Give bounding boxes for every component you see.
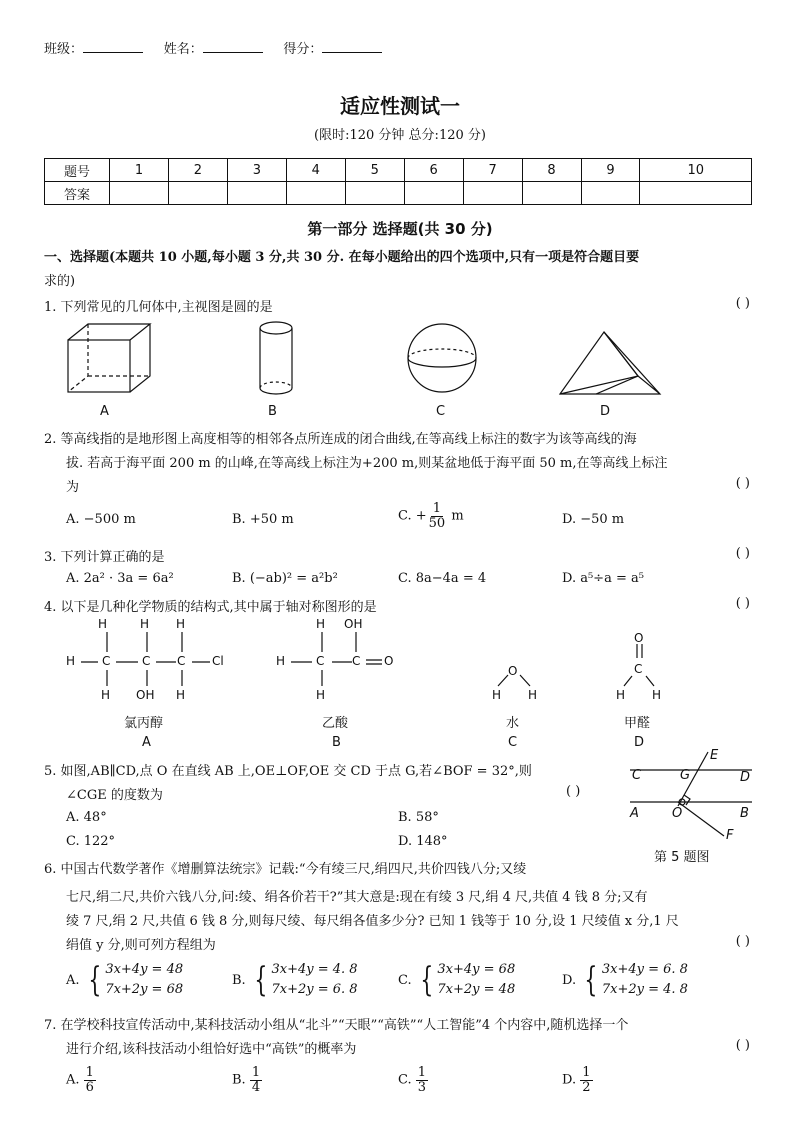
option-fraction xyxy=(416,1066,428,1094)
option-fraction xyxy=(580,1066,592,1094)
point-f-label: F xyxy=(726,828,734,843)
q4-answer-paren[interactable]: ( ) xyxy=(735,596,750,611)
answer-table-number: 9 xyxy=(581,159,640,182)
q4-name-a: 氯丙醇 xyxy=(124,716,164,731)
equation-system xyxy=(562,960,688,1000)
brace-icon: { xyxy=(420,960,434,1001)
equation-system xyxy=(398,960,515,1000)
equation-1: 3x+4y = 4. 8 xyxy=(271,962,358,977)
name-field[interactable] xyxy=(203,40,263,53)
q5-stem-line2: ∠CGE 的度数为 xyxy=(66,788,163,803)
q7-text-1: 在学校科技宣传活动中,某科技活动小组从“北斗”“天眼”“高铁”“人工智能”4 个内容中,随机选择一个 xyxy=(60,1018,629,1033)
atom-cl: Cl xyxy=(212,654,224,668)
atom-h: H xyxy=(176,617,186,631)
q5-number: 5. xyxy=(44,764,57,779)
q3-stem xyxy=(44,546,165,565)
q2-option-c-fraction xyxy=(427,502,448,530)
q4-number: 4. xyxy=(44,600,57,615)
cylinder-shape xyxy=(260,322,292,394)
answer-table-row-label: 答案 xyxy=(45,182,110,205)
fraction-denominator: 6 xyxy=(85,1079,94,1095)
q1-answer-paren[interactable]: ( ) xyxy=(735,296,750,311)
q3-text: 下列计算正确的是 xyxy=(60,550,165,565)
option-label: D. xyxy=(562,972,577,988)
q6-stem-line3: 绫 7 尺,绢 2 尺,共值 6 钱 8 分,则每尺绫、每尺绢各值多少分? 已知 1 钱等于 10 分,设 1 尺绫值 x 分,1 尺 xyxy=(66,914,679,929)
q4-label-d: D xyxy=(634,735,645,750)
q5-option-c[interactable]: C. 122° xyxy=(66,834,116,849)
atom-h: H xyxy=(616,688,626,702)
atom-h: H xyxy=(316,617,326,631)
answer-cell[interactable] xyxy=(168,182,227,205)
q6-text-1: 中国古代数学著作《增删算法统宗》记载:“今有绫三尺,绢四尺,共价四钱八分;又绫 xyxy=(60,862,527,877)
equation-1: 3x+4y = 48 xyxy=(105,962,184,977)
q2-number: 2. xyxy=(44,432,57,447)
q7-number: 7. xyxy=(44,1018,57,1033)
answer-cell[interactable] xyxy=(522,182,581,205)
answer-table-number: 2 xyxy=(168,159,227,182)
atom-h: H xyxy=(101,688,111,702)
q4-label-a: A xyxy=(142,735,151,750)
atom-c: C xyxy=(634,662,643,676)
q4-label-c: C xyxy=(508,735,518,750)
q6-stem-line2: 七尺,绢二尺,共价六钱八分,问:绫、绢各价若干?”其大意是:现在有绫 3 尺,绢 4 尺,共值 4 钱 8 分;又有 xyxy=(66,890,648,905)
q1-label-d: D xyxy=(600,404,611,419)
answer-table-header-row xyxy=(45,159,752,182)
q3-option-b[interactable]: B. (−ab)² = a²b² xyxy=(232,571,338,586)
q6-option-c[interactable] xyxy=(398,960,515,1000)
q6-number: 6. xyxy=(44,862,57,877)
q3-option-a[interactable]: A. 2a² · 3a = 6a² xyxy=(66,571,174,586)
section-intro-text: 一、选择题(本题共 10 小题,每小题 3 分,共 30 分. 在每小题给出的四个选项中,只有一项是符合题目要 xyxy=(44,250,640,265)
q7-option-a[interactable] xyxy=(66,1066,96,1094)
q2-option-b[interactable]: B. +50 m xyxy=(232,512,294,527)
score-field[interactable] xyxy=(322,40,382,53)
answer-cell[interactable] xyxy=(110,182,169,205)
fraction-denominator: 50 xyxy=(428,515,446,531)
q6-option-b[interactable] xyxy=(232,960,358,1000)
q4-text: 以下是几种化学物质的结构式,其中属于轴对称图形的是 xyxy=(60,600,377,615)
atom-oh: OH xyxy=(136,688,155,702)
q4-name-b: 乙酸 xyxy=(322,716,349,731)
atom-c: C xyxy=(177,654,186,668)
q2-option-c[interactable] xyxy=(398,502,464,530)
atom-c: C xyxy=(142,654,151,668)
q2-option-d[interactable]: D. −50 m xyxy=(562,512,625,527)
answer-table-number: 6 xyxy=(404,159,463,182)
answer-cell[interactable] xyxy=(640,182,752,205)
point-d-label: D xyxy=(740,770,751,785)
cube-shape xyxy=(68,324,150,392)
name-label: 姓名： xyxy=(163,42,203,57)
student-info xyxy=(44,38,382,57)
option-label: A. xyxy=(66,1072,80,1088)
time-limit: (限时:120 分钟 总分:120 分) xyxy=(314,128,486,143)
q5-figure-caption: 第 5 题图 xyxy=(654,850,710,865)
answer-table-number: 8 xyxy=(522,159,581,182)
answer-cell[interactable] xyxy=(463,182,522,205)
option-label: A. xyxy=(66,972,80,988)
point-c-label: C xyxy=(632,768,642,783)
brace-icon: { xyxy=(88,960,101,1001)
option-label: C. xyxy=(398,972,412,988)
equation-2: 7x+2y = 6. 8 xyxy=(271,982,358,998)
part-title: 第一部分 选择题(共 30 分) xyxy=(307,220,493,238)
atom-c: C xyxy=(316,654,325,668)
equation-2: 7x+2y = 4. 8 xyxy=(601,982,688,998)
q2-option-a[interactable]: A. −500 m xyxy=(66,512,136,527)
q7-answer-paren[interactable]: ( ) xyxy=(735,1038,750,1053)
prism-shape xyxy=(560,332,660,394)
q7-stem-line2: 进行介绍,该科技活动小组恰好选中“高铁”的概率为 xyxy=(66,1042,357,1057)
q1-stem xyxy=(44,296,273,315)
q7-option-c[interactable] xyxy=(398,1066,428,1094)
option-label: D. xyxy=(562,1072,577,1088)
brace-icon: { xyxy=(254,960,268,1001)
point-g-label: G xyxy=(680,768,691,783)
fraction-denominator: 3 xyxy=(417,1079,427,1095)
fraction-denominator: 4 xyxy=(251,1079,261,1095)
q3-answer-paren[interactable]: ( ) xyxy=(735,546,750,561)
q5-text-1: 如图,AB∥CD,点 O 在直线 AB 上,OE⊥OF,OE 交 CD 于点 G,若∠BOF = 32°,则 xyxy=(60,764,532,779)
option-label: C. xyxy=(398,1072,412,1088)
section-intro-line1 xyxy=(44,246,639,265)
point-e-label: E xyxy=(710,748,719,763)
point-b-label: B xyxy=(740,806,749,821)
q6-stem-line1 xyxy=(44,858,526,877)
atom-o: O xyxy=(384,654,394,668)
q3-option-d[interactable]: D. a⁵÷a = a⁵ xyxy=(562,571,644,586)
section-intro-line2: 求的) xyxy=(44,274,76,289)
atom-h: H xyxy=(652,688,662,702)
equation-system xyxy=(66,960,183,1000)
atom-h: H xyxy=(276,654,286,668)
q7-option-b[interactable] xyxy=(232,1066,262,1094)
point-o-label: O xyxy=(672,806,683,821)
q6-answer-paren[interactable]: ( ) xyxy=(735,934,750,949)
q6-stem-line4: 绢值 y 分,则可列方程组为 xyxy=(66,938,216,953)
brace-icon: { xyxy=(584,960,598,1001)
equation-2: 7x+2y = 48 xyxy=(437,982,516,998)
answer-table-number: 3 xyxy=(227,159,286,182)
class-label: 班级： xyxy=(44,42,84,57)
equation-2: 7x+2y = 68 xyxy=(105,982,184,998)
q2-text-1: 等高线指的是地形图上高度相等的相邻各点所连成的闭合曲线,在等高线上标注的数字为该等高线的海 xyxy=(60,432,637,447)
equation-system xyxy=(232,960,358,1000)
answer-cell[interactable] xyxy=(227,182,286,205)
q5-option-a[interactable]: A. 48° xyxy=(66,810,107,825)
q1-number: 1. xyxy=(44,300,57,315)
option-label: B. xyxy=(232,972,246,988)
fraction-numerator: 1 xyxy=(582,1065,591,1080)
atom-h: H xyxy=(176,688,186,702)
q4-name-c: 水 xyxy=(506,716,520,731)
answer-cell[interactable] xyxy=(286,182,345,205)
q2-stem-line3: 为 xyxy=(66,480,80,495)
fraction-numerator: 1 xyxy=(251,1065,261,1080)
answer-table-number: 1 xyxy=(110,159,169,182)
answer-table-answer-row xyxy=(45,182,752,205)
atom-h: H xyxy=(492,688,502,702)
q4-name-d: 甲醛 xyxy=(624,716,651,731)
answer-cell[interactable] xyxy=(404,182,463,205)
class-field[interactable] xyxy=(83,40,143,53)
atom-h: H xyxy=(66,654,76,668)
option-fraction xyxy=(84,1066,96,1094)
q3-number: 3. xyxy=(44,550,57,565)
equation-1: 3x+4y = 68 xyxy=(437,962,516,977)
q4-stem xyxy=(44,596,377,615)
q5-geometry-figure xyxy=(626,748,766,844)
answer-cell[interactable] xyxy=(345,182,404,205)
point-a-label: A xyxy=(630,806,639,821)
answer-table-number: 10 xyxy=(640,159,752,182)
q7-stem-line1 xyxy=(44,1014,628,1033)
answer-table-number: 5 xyxy=(345,159,404,182)
q5-answer-paren[interactable]: ( ) xyxy=(566,784,581,799)
q5-option-d[interactable]: D. 148° xyxy=(398,834,448,849)
score-label: 得分： xyxy=(283,42,323,57)
fraction-numerator: 1 xyxy=(432,501,442,516)
q4-label-b: B xyxy=(332,735,341,750)
atom-c: C xyxy=(352,654,361,668)
answer-table xyxy=(44,158,752,205)
fraction-numerator: 1 xyxy=(85,1065,94,1080)
atom-h: H xyxy=(528,688,538,702)
option-fraction xyxy=(250,1066,262,1094)
q7-option-d[interactable] xyxy=(562,1066,593,1094)
atom-o: O xyxy=(508,664,518,678)
atom-h: H xyxy=(140,617,150,631)
fraction-numerator: 1 xyxy=(417,1065,427,1080)
answer-table-number: 4 xyxy=(286,159,345,182)
q1-label-a: A xyxy=(100,404,109,419)
atom-h: H xyxy=(98,617,108,631)
answer-cell[interactable] xyxy=(581,182,640,205)
q2-option-c-unit: m xyxy=(447,508,464,524)
atom-oh: OH xyxy=(344,617,363,631)
q1-solids-figure xyxy=(60,318,740,418)
atom-o: O xyxy=(634,631,644,645)
page-title: 适应性测试一 xyxy=(340,94,460,118)
sphere-shape xyxy=(408,324,476,392)
option-label: B. xyxy=(232,1072,246,1088)
atom-h: H xyxy=(316,688,326,702)
q1-text: 下列常见的几何体中,主视图是圆的是 xyxy=(60,300,273,315)
q2-stem-line2: 拔. 若高于海平面 200 m 的山峰,在等高线上标注为+200 m,则某盆地低于海平面 50 m,在等高线上标注 xyxy=(66,456,668,471)
q2-option-c-prefix: C. + xyxy=(398,508,427,524)
equation-1: 3x+4y = 6. 8 xyxy=(601,962,688,977)
answer-table-row-label: 题号 xyxy=(45,159,110,182)
q3-option-c[interactable]: C. 8a−4a = 4 xyxy=(398,571,487,586)
q4-structures-figure xyxy=(60,620,700,710)
fraction-denominator: 2 xyxy=(582,1079,591,1095)
answer-table-number: 7 xyxy=(463,159,522,182)
atom-c: C xyxy=(102,654,111,668)
q5-stem-line1 xyxy=(44,760,532,779)
q6-option-a[interactable] xyxy=(66,960,183,1000)
q5-option-b[interactable]: B. 58° xyxy=(398,810,439,825)
q2-answer-paren[interactable]: ( ) xyxy=(735,476,750,491)
q1-label-c: C xyxy=(436,404,446,419)
line-of xyxy=(678,802,724,836)
q2-stem-line1 xyxy=(44,428,637,447)
q1-label-b: B xyxy=(268,404,277,419)
q6-option-d[interactable] xyxy=(562,960,688,1000)
